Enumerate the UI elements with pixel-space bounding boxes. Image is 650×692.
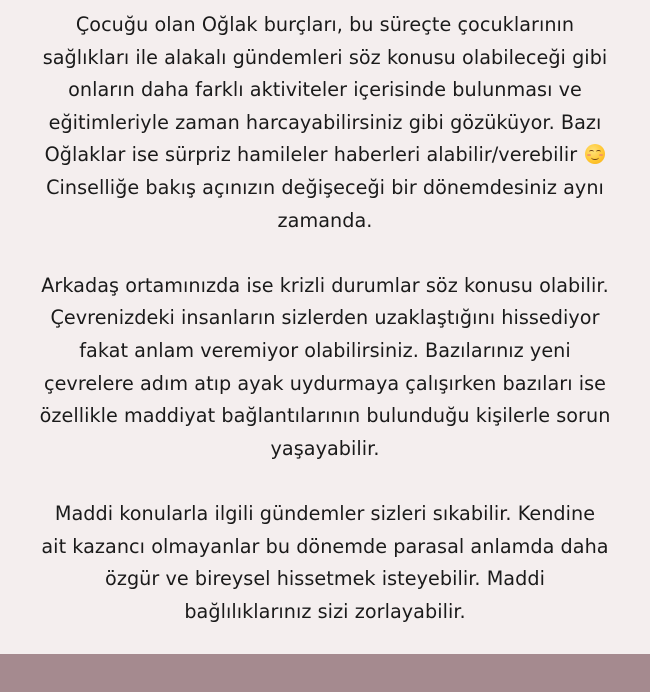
text-line: fakat anlam veremiyor olabilirsiniz. Bazılarınız yeni	[79, 338, 571, 362]
paragraph-friends	[6, 270, 644, 466]
paragraph-finance	[6, 498, 644, 628]
text-line: Çocuğu olan Oğlak burçları, bu süreçte çocuklarının	[75, 13, 575, 36]
text-line: onların daha farklı aktiviteler içerisinde bulunması ve	[68, 78, 582, 102]
text-line: Arkadaş ortamınızda ise krizli durumlar söz konusu olabilir.	[41, 273, 609, 297]
text-line: sağlıkları ile alakalı gündemleri söz konusu olabileceği gibi	[42, 45, 608, 69]
text-line: bağlılıklarınız sizi zorlayabilir.	[184, 599, 466, 623]
text-line: ait kazancı olmayanlar bu dönemde parasal anlamda daha	[41, 534, 609, 558]
paragraph-children	[6, 9, 644, 237]
text-line: yaşayabilir.	[270, 436, 380, 460]
smiling-face-icon	[585, 144, 605, 164]
text-line: özgür ve bireysel hissetmek isteyebilir. Maddi	[105, 567, 545, 591]
text-line: zamanda.	[277, 208, 373, 232]
text-line: özellikle maddiyat bağlantılarının bulunduğu kişilerle sorun	[39, 404, 611, 428]
text-line: Cinselliğe bakış açınızın değişeceği bir dönemdesiniz aynı	[46, 175, 604, 199]
text-line: Oğlaklar ise sürpriz hamileler haberleri alabilir/verebilir	[44, 143, 578, 167]
text-line: eğitimleriyle zaman harcayabilirsiniz gibi gözüküyor. Bazı	[48, 110, 602, 134]
text-line: çevrelere adım atıp ayak uydurmaya çalışırken bazıları ise	[43, 371, 607, 395]
text-line: Maddi konularla ilgili gündemler sizleri sıkabilir. Kendine	[54, 501, 596, 525]
text-line: Çevrenizdeki insanların sizlerden uzaklaştığını hissediyor	[50, 306, 600, 330]
